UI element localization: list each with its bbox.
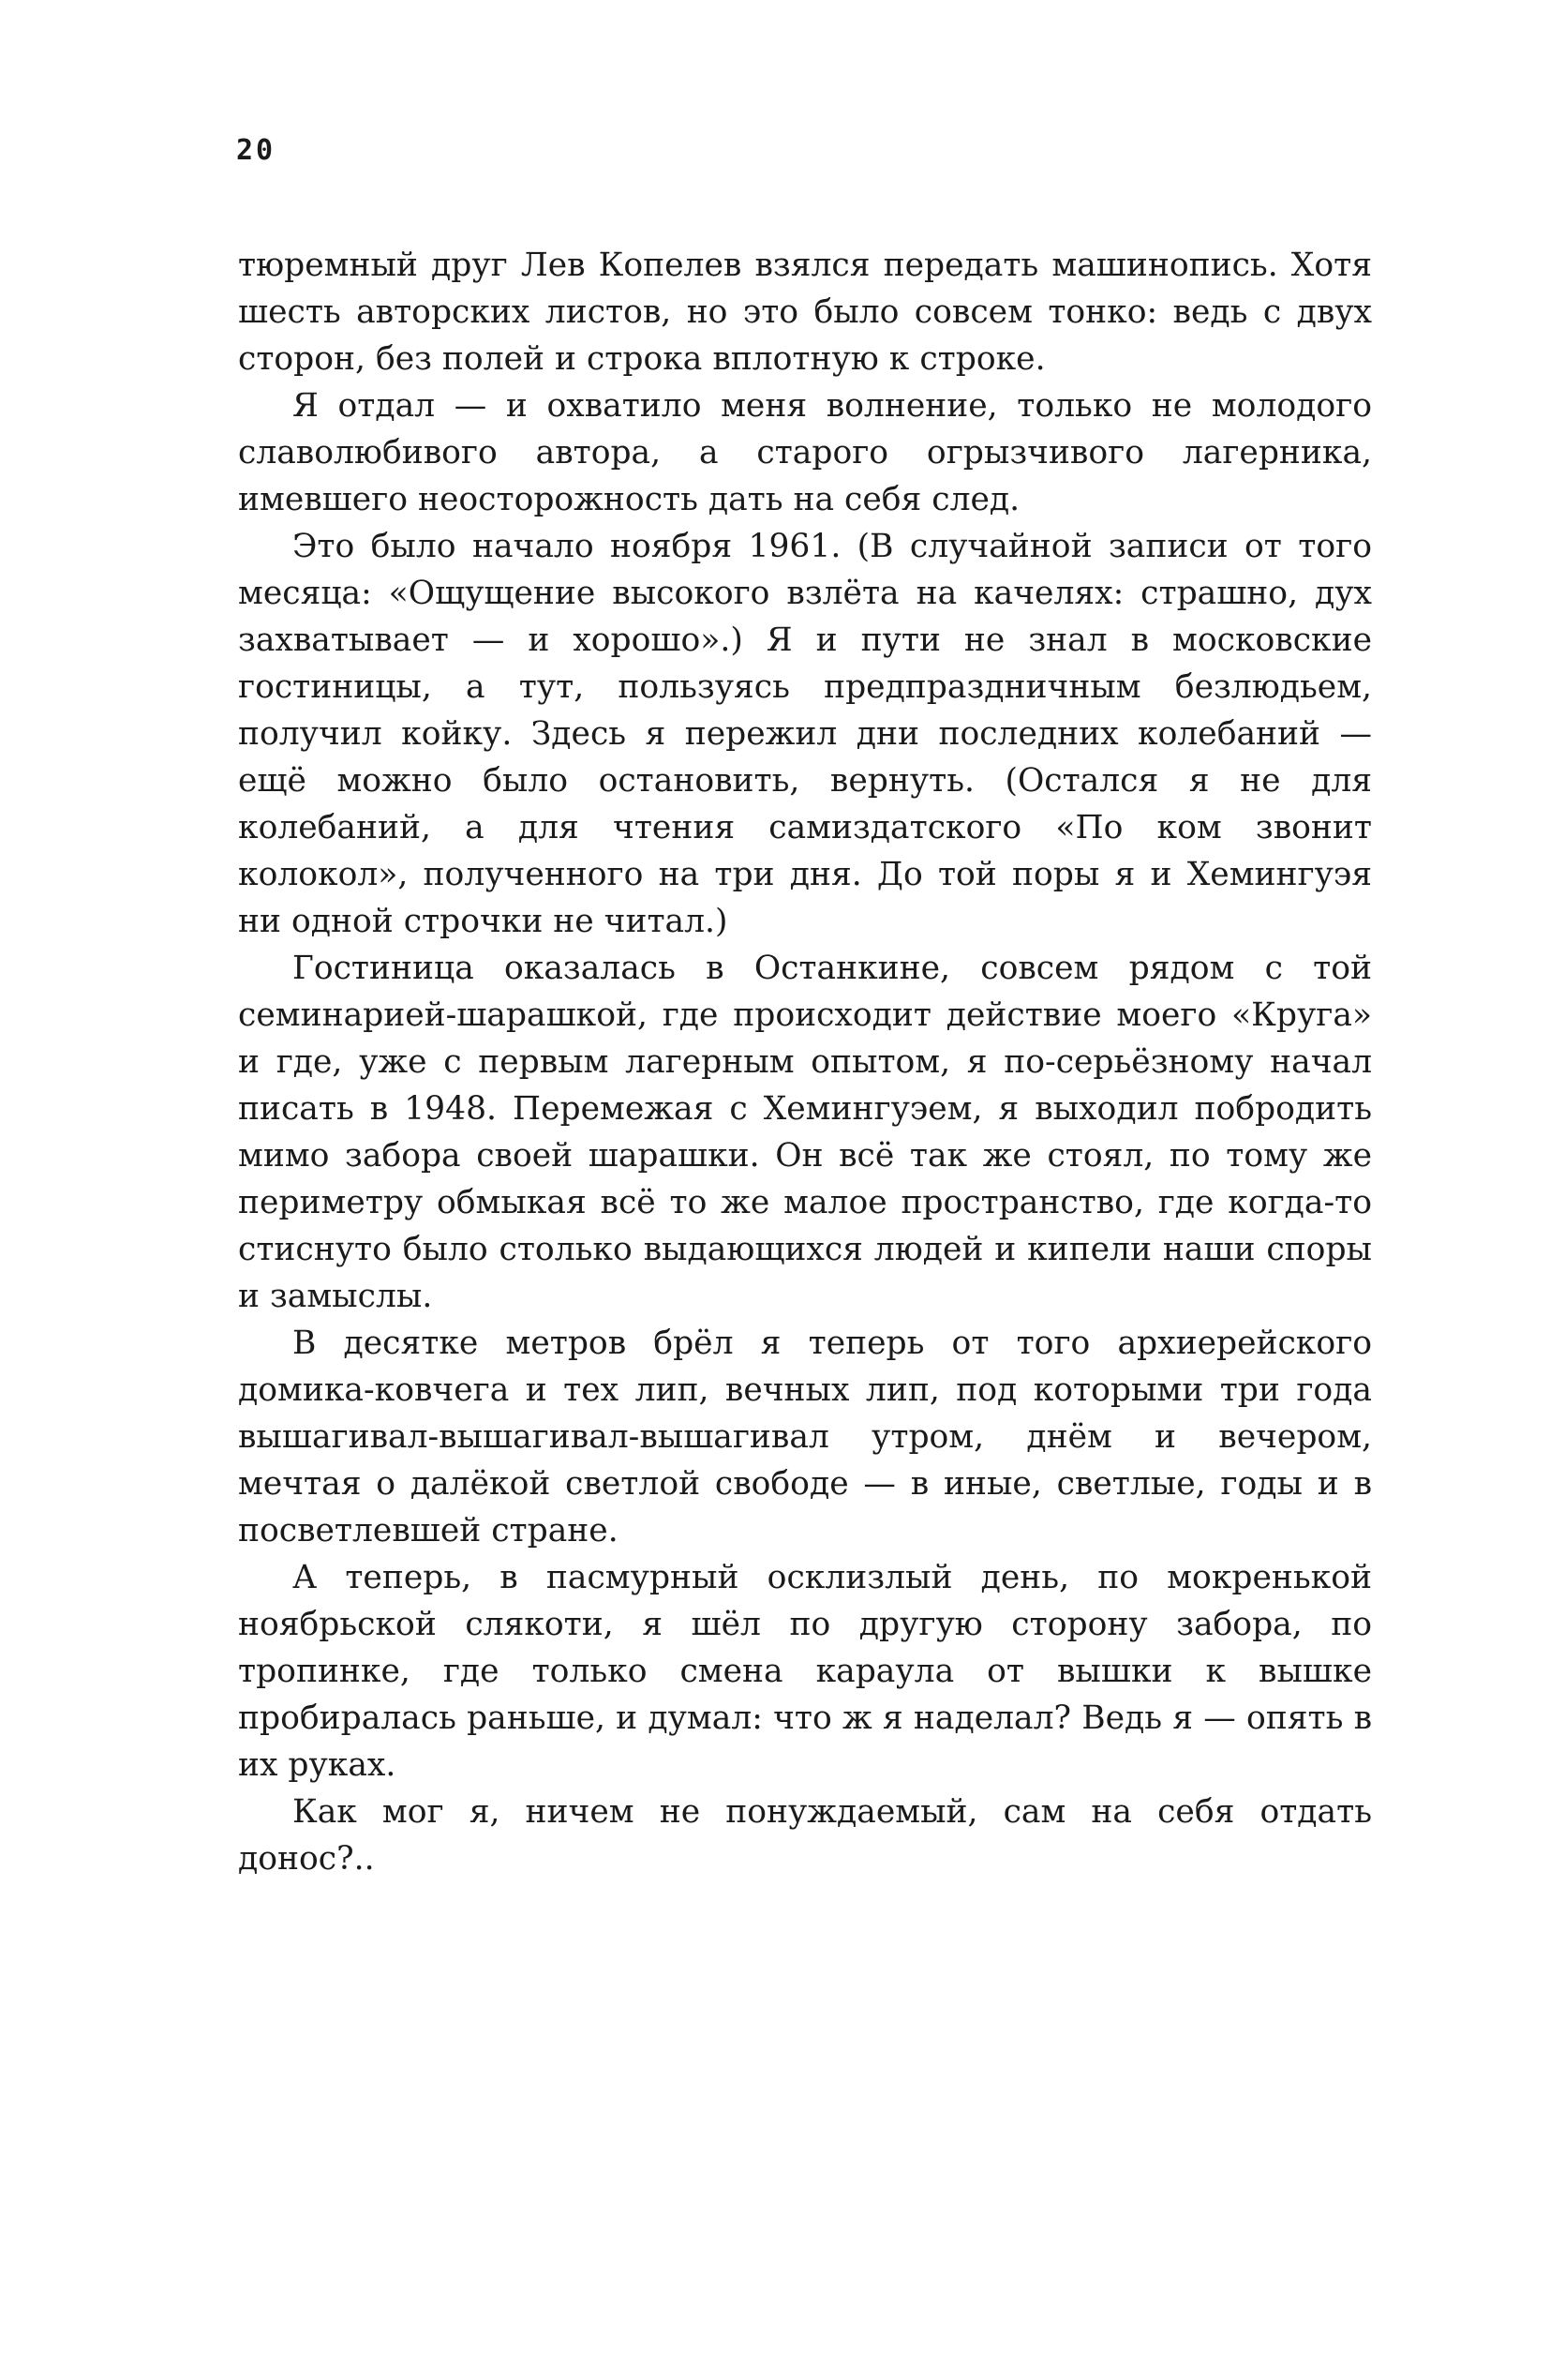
paragraph-3: Это было начало ноября 1961. (В случайной записи от того месяца: «Ощущение высокого взлёта на качелях: страшно, дух захватывает — и хорошо».) Я и пути не знал в московские гостиницы, а тут, пользуясь предпраздничным безлюдьем, получил койку. Здесь я пережил дни последних колебаний — ещё можно было остановить, вернуть. (Остался я не для колебаний, а для чтения самиздатского «По ком звонит колокол», полученного на три дня. До той поры я и Хемингуэя ни одной строчки не читал.) <box>238 528 1372 940</box>
page-body-text <box>238 242 1372 1882</box>
page-number: 20 <box>236 134 276 167</box>
paragraph-2: Я отдал — и охватило меня волнение, только не молодого славолюбивого автора, а старого огрызчивого лагерника, имевшего неосторожность дать на себя след. <box>238 387 1372 518</box>
paragraph-1: тюремный друг Лев Копелев взялся передать машинопись. Хотя шесть авторских листов, но это было совсем тонко: ведь с двух сторон, без полей и строка вплотную к строке. <box>238 247 1372 378</box>
paragraph-7: Как мог я, ничем не понуждаемый, сам на себя отдать донос?.. <box>238 1793 1372 1878</box>
paragraph-5: В десятке метров брёл я теперь от того архиерейского домика-ковчега и тех лип, вечных лип, под которыми три года вышагивал-вышагивал-вышагивал утром, днём и вечером, мечтая о далёкой светлой свободе — в иные, светлые, годы и в посветлевшей стране. <box>238 1325 1372 1549</box>
paragraph-4: Гостиница оказалась в Останкине, совсем рядом с той семинарией-шарашкой, где происходит действие моего «Круга» и где, уже с первым лагерным опытом, я по-серьёзному начал писать в 1948. Перемежая с Хемингуэем, я выходил побродить мимо забора своей шарашки. Он всё так же стоял, по тому же периметру обмыкая всё то же малое пространство, где когда-то стиснуто было столько выдающихся людей и кипели наши споры и замыслы. <box>238 950 1372 1315</box>
paragraph-6: А теперь, в пасмурный осклизлый день, по мокренькой ноябрьской слякоти, я шёл по другую сторону забора, по тропинке, где только смена караула от вышки к вышке пробиралась раньше, и думал: что ж я наделал? Ведь я — опять в их руках. <box>238 1559 1372 1784</box>
